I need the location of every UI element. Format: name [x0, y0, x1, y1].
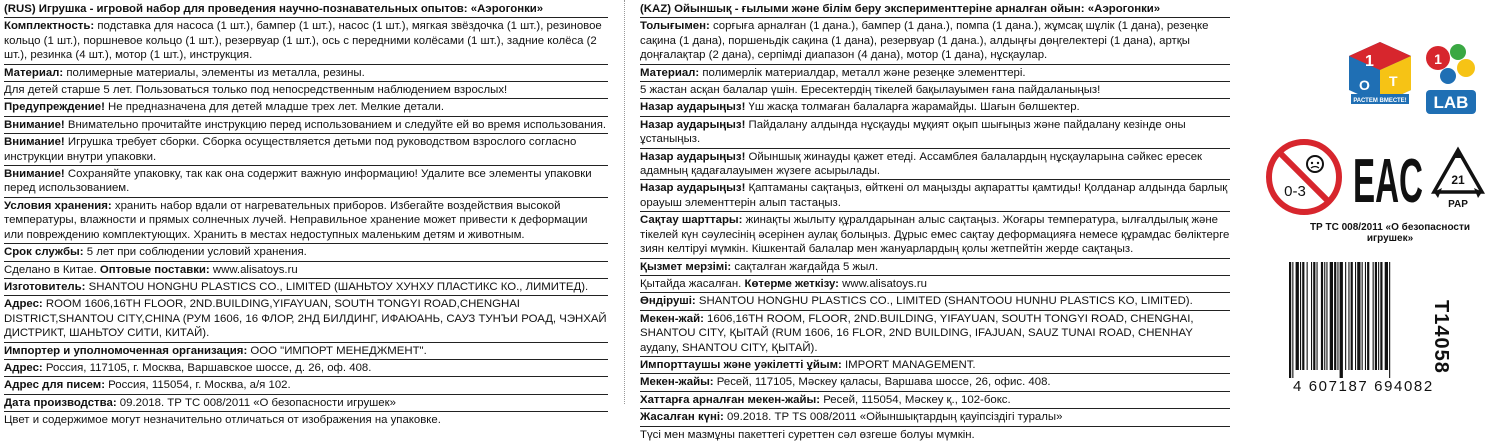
- kaz-line: [640, 410, 1230, 424]
- rus-divider: [4, 342, 608, 343]
- rus-line: [4, 378, 608, 392]
- rus-line-text: 5 лет при соблюдении условий хранения.: [83, 246, 307, 259]
- rus-line-label: Предупреждение!: [4, 101, 105, 114]
- kaz-line-text: полимерлік материалдар, металл және резеңке элементтері.: [699, 66, 1026, 79]
- rus-line-label: Изготовитель:: [4, 280, 86, 293]
- rus-line-text: подставка для насоса (1 шт.), бампер (1 шт.), насос (1 шт.), мягкая звёздочка (1 шт.), резиновое кольцо (1 шт.), поршневое кольцо (1 шт.), резервуар (1 шт.), ось с передними колёсами (1 шт.), задние колёса (2 шт.), резинка (4 шт.), мотор (1 шт.), инструкция.: [4, 20, 602, 62]
- rus-line-text: ROOM 1606,16TH FLOOR, 2ND.BUILDING,YIFAYUAN, SOUTH TONGYI ROAD,CHENGHAI DISTRICT,SHANTOU CITY,CHINA (РУМ 1606, 16 ФЛОР, 2НД БИЛДИНГ, ИФАЮАНЬ, САУЗ ТУНЪИ РОАД, ЧЭНХАЙ ДИСТРИКТ, ШАНЬТОУ СИТИ, КИТАЙ).: [4, 298, 607, 340]
- kaz-line: [640, 358, 1230, 372]
- kaz-line-label: Жасалған күні:: [640, 411, 724, 424]
- eac-mark-icon: [1353, 146, 1423, 215]
- rus-line-text: Для детей старше 5 лет. Пользоваться только под непосредственным наблюдением взрослых!: [4, 84, 508, 97]
- kaz-divider: [640, 258, 1230, 259]
- rus-line-label: Срок службы:: [4, 246, 84, 259]
- age-warning-text: 0-3: [1284, 183, 1306, 200]
- kaz-line-text: Ресей, 115054, Мәскеу қ., 102-бокс.: [820, 393, 1011, 406]
- brand-1toy-logo: [1345, 38, 1415, 113]
- tr-ts-text: ТР ТС 008/2011 «О безопасности игрушек»: [1309, 222, 1471, 244]
- brand1-text: РАСТЕМ ВМЕСТЕ!: [1353, 98, 1407, 104]
- rus-lines: [4, 19, 608, 427]
- kaz-column: [640, 2, 1230, 442]
- barcode-bar: [1367, 262, 1369, 370]
- barcode-bar: [1311, 262, 1312, 370]
- rus-divider: [4, 261, 608, 262]
- rus-line: [4, 297, 608, 340]
- eac-text: EAC: [1353, 147, 1423, 210]
- barcode-bar: [1365, 262, 1366, 370]
- rus-line-label: Материал:: [4, 66, 64, 79]
- kaz-line: [640, 66, 1230, 80]
- kaz-line-label: Назар аударыңыз!: [640, 182, 746, 195]
- rus-line-text: Цвет и содержимое могут незначительно отличаться от изображения на упаковке.: [4, 414, 441, 427]
- kaz-title-rule: [640, 17, 1230, 18]
- kaz-line-text: сақталған жағдайда 5 жыл.: [731, 260, 879, 273]
- kaz-line-text: Түсі мен мазмұны пакеттегі суреттен сәл өзгеше болуы мүмкін.: [640, 428, 975, 441]
- rus-line-label: Адрес:: [4, 361, 43, 374]
- kaz-line-text: Ресей, 117105, Мәскеу қаласы, Варшава шоссе, 26, офис. 408.: [713, 376, 1051, 389]
- kaz-line-text: IMPORT MANAGEMENT.: [841, 358, 976, 371]
- kaz-divider: [640, 408, 1230, 409]
- rus-line: [4, 413, 608, 427]
- rus-line: [4, 199, 608, 242]
- rus-line: [4, 280, 608, 294]
- barcode-bar: [1385, 262, 1388, 370]
- svg-text:T: T: [1389, 73, 1398, 89]
- kaz-lines: [640, 19, 1230, 442]
- barcode-bar: [1296, 262, 1299, 370]
- rus-line: [4, 263, 608, 277]
- kaz-line: [640, 83, 1230, 97]
- rus-divider: [4, 98, 608, 99]
- rus-title-rule: [4, 17, 608, 18]
- rus-line: [4, 100, 608, 114]
- rus-line: [4, 83, 608, 97]
- barcode-bar: [1289, 262, 1291, 378]
- svg-text:1: 1: [1434, 51, 1442, 67]
- barcode-bar: [1357, 262, 1360, 370]
- kaz-divider: [640, 310, 1230, 311]
- barcode-bar: [1326, 262, 1327, 370]
- svg-text:O: O: [1359, 77, 1370, 93]
- kaz-line-label: Назар аударыңыз!: [640, 118, 746, 131]
- barcode-bar: [1373, 262, 1374, 370]
- rus-divider: [4, 278, 608, 279]
- barcode-bar: [1300, 262, 1301, 370]
- rus-line: [4, 396, 608, 410]
- rus-line-label2: Оптовые поставки:: [99, 263, 210, 276]
- rus-divider: [4, 81, 608, 82]
- recycle-label: PAP: [1448, 199, 1468, 210]
- barcode-bar: [1389, 262, 1390, 378]
- rus-line-text: Внимательно прочитайте инструкцию перед использованием и следуйте ей во время использования.: [64, 118, 607, 131]
- rus-line: [4, 167, 608, 196]
- barcode-bar: [1380, 262, 1382, 370]
- kaz-line-label: Материал:: [640, 66, 700, 79]
- kaz-line-label: Өндіруші:: [640, 295, 696, 308]
- kaz-divider: [640, 292, 1230, 293]
- recycle-icon: [1430, 146, 1486, 215]
- barcode-bar: [1307, 262, 1308, 370]
- kaz-divider: [640, 211, 1230, 212]
- kaz-line-label: Назар аударыңыз!: [640, 101, 746, 114]
- kaz-line: [640, 294, 1230, 308]
- kaz-line: [640, 150, 1230, 179]
- rus-line-label: Комплектность:: [4, 20, 95, 33]
- kaz-line-label: Толығымен:: [640, 20, 710, 33]
- kaz-divider: [640, 356, 1230, 357]
- kaz-line-label2: Көтерме жеткізу:: [744, 277, 839, 290]
- kaz-line-text: 5 жастан асқан балалар үшін. Ересектердің тікелей бақылауымен ғана пайдаланыңыз!: [640, 84, 1101, 97]
- rus-divider: [4, 295, 608, 296]
- barcode-bar: [1334, 262, 1336, 370]
- svg-text:1: 1: [1365, 53, 1374, 70]
- barcode-bar: [1324, 262, 1325, 370]
- kaz-line: [640, 213, 1230, 256]
- barcode: [1285, 262, 1445, 383]
- rus-column: [4, 2, 608, 428]
- rus-line-text: Россия, 115054, г. Москва, а/я 102.: [105, 379, 291, 392]
- rus-line-label: Внимание!: [4, 136, 65, 149]
- barcode-bar: [1337, 262, 1338, 370]
- rus-title: (RUS) Игрушка - игровой набор для проведения научно-познавательных опытов: «Аэрогонки»: [4, 3, 544, 15]
- kaz-line-label: Импорттаушы және уәкілетті ұйым:: [640, 358, 842, 371]
- kaz-line: [640, 312, 1230, 355]
- rus-divider: [4, 64, 608, 65]
- recycle-number: 21: [1451, 173, 1465, 187]
- brand2-text: LAB: [1433, 93, 1469, 112]
- kaz-line: [640, 100, 1230, 114]
- rus-line-text: Не предназначена для детей младше трех лет. Мелкие детали.: [104, 101, 445, 114]
- kaz-line: [640, 393, 1230, 407]
- rus-line: [4, 344, 608, 358]
- rus-line-text: Игрушка требует сборки. Сборка осуществляется детьми под руководством взрослого согласно инструкции внутри упаковки.: [4, 136, 577, 163]
- kaz-divider: [640, 426, 1230, 427]
- kaz-line: [640, 118, 1230, 147]
- barcode-bar: [1317, 262, 1318, 370]
- rus-line: [4, 19, 608, 62]
- rus-divider: [4, 165, 608, 166]
- rus-divider: [4, 376, 608, 377]
- barcode-bar: [1292, 262, 1293, 378]
- kaz-line-label: Назар аударыңыз!: [640, 150, 746, 163]
- barcode-bar: [1351, 262, 1353, 370]
- rus-line-text: полимерные материалы, элементы из металла, резины.: [63, 66, 365, 79]
- kaz-line-text: Пайдалану алдында нұсқауды мұқият оқып шығыңыз және пайдалану кезінде оны ұстаныңыз.: [640, 118, 1186, 146]
- barcode-bar: [1375, 262, 1377, 370]
- rus-line-text: Сделано в Китае.: [4, 263, 100, 276]
- rus-line-label: Условия хранения:: [4, 199, 112, 212]
- kaz-title: (KAZ) Ойыншық - ғылыми және білім беру эксперименттеріне арналған ойын: «Аэрогонки»: [640, 3, 1161, 15]
- barcode-bar: [1302, 262, 1304, 370]
- barcode-bar: [1345, 262, 1346, 370]
- barcode-bar: [1378, 262, 1379, 370]
- rus-divider: [4, 394, 608, 395]
- kaz-line-label: Мекен-жай:: [640, 312, 704, 325]
- rus-line: [4, 245, 608, 259]
- rus-line: [4, 135, 608, 164]
- kaz-divider: [640, 148, 1230, 149]
- barcode-bar: [1321, 262, 1323, 370]
- barcode-bar: [1355, 262, 1356, 370]
- rus-divider: [4, 411, 608, 412]
- rus-divider: [4, 243, 608, 244]
- kaz-line-text: Қытайда жасалған.: [640, 277, 745, 290]
- sku-code: T14058: [1430, 300, 1452, 374]
- kaz-line-text: Ойыншық жинауды қажет етеді. Ассамблея балалардың нұсқауларына сәйкес ересек адамның қадағалауымен жүзеге асырылады.: [640, 150, 1203, 178]
- kaz-line: [640, 19, 1230, 62]
- kaz-line-text: жинақты жылыту құралдарынан алыс сақтаңыз. Жоғары температура, ылғалдылық және тікелей күн сәулесінің әсерінен аулақ болыңыз. Дұрыс емес сақтау деформацияға немесе құрамдас бөліктерге зиян келтіруі мүмкін. Кішкентай балалар мен жануарлардың қолы жетпейтін жерде сақтаңыз.: [640, 214, 1230, 256]
- kaz-line: [640, 277, 1230, 291]
- rus-line: [4, 361, 608, 375]
- age-warning-icon: [1265, 138, 1343, 221]
- kaz-line-text: сорғыға арналған (1 дана.), бампер (1 дана.), помпа (1 дана.), жұмсақ шұлік (1 дана), резеңке сақина (1 дана), поршеньдік сақина (1 дана), резервуар (1 дана.), алдыңғы дөңгелектері (1 дана), артқы доңғалақтар (2 дана), серпімді диапазон (4 дана), мотор (1 дана), нұсқаулар.: [640, 20, 1209, 62]
- kaz-line-text: Үш жасқа толмаған балаларға жарамайды. Шағын бөлшектер.: [745, 101, 1080, 114]
- kaz-divider: [640, 391, 1230, 392]
- barcode-bar: [1340, 262, 1343, 378]
- rus-line-label: Адрес для писем:: [4, 379, 105, 392]
- kaz-divider: [640, 275, 1230, 276]
- kaz-line-text2: www.alisatoys.ru: [838, 277, 927, 290]
- rus-line-label: Дата производства:: [4, 396, 117, 409]
- kaz-line-label: Сақтау шарттары:: [640, 214, 743, 227]
- kaz-line-label: Қызмет мерзімі:: [640, 260, 732, 273]
- barcode-bar: [1313, 262, 1315, 370]
- rus-line: [4, 118, 608, 132]
- kaz-divider: [640, 81, 1230, 82]
- rus-line-text: Сохраняйте упаковку, так как она содержит важную информацию! Удалите все элементы упаковки перед использованием.: [4, 168, 592, 195]
- kaz-line-text: Қаптаманы сақтаңыз, өйткені ол маңызды ақпаратты қамтиды! Қолданар алдында барлық орауыш элементтерін алып тастаңыз.: [640, 182, 1228, 209]
- rus-divider: [4, 197, 608, 198]
- kaz-line-text: SHANTOU HONGHU PLASTICS CO., LIMITED (SHANTOOU HUNHU PLASTICS KO, LIMITED).: [695, 295, 1193, 308]
- barcode-bar: [1348, 262, 1349, 370]
- kaz-divider: [640, 373, 1230, 374]
- rus-line-label: Импортер и уполномоченная организация:: [4, 344, 248, 357]
- kaz-line: [640, 260, 1230, 274]
- rus-line-text: хранить набор вдали от нагревательных приборов. Избегайте воздействия высокой температуры, влажности и прямых солнечных лучей. Неправильное хранение может привести к деформации или повреждению комплектующих. Хранить в местах недоступных маленьким детям и животным.: [4, 199, 588, 241]
- barcode-bar: [1330, 262, 1333, 370]
- kaz-divider: [640, 98, 1230, 99]
- brand-1toy-lab-logo: [1420, 38, 1482, 123]
- rus-line-label: Адрес:: [4, 298, 43, 311]
- kaz-line: [640, 428, 1230, 442]
- kaz-line: [640, 375, 1230, 389]
- kaz-line-label: Хаттарға арналған мекен-жайы:: [640, 393, 821, 406]
- kaz-divider: [640, 64, 1230, 65]
- kaz-divider: [640, 179, 1230, 180]
- rus-divider: [4, 133, 608, 134]
- kaz-line-text: 1606,16TH ROOM, FLOOR, 2ND.BUILDING, YIFAYUAN, SOUTH TONGYI ROAD, CHENGHAI, SHANTOU CITY, ҚЫТАЙ (RUM 1606, 16 FLOR, 2ND BUILDING, IFAJUAN, SAUZ TUNAI ROAD, CHENHAY аудany, SHANTOU CITY, ҚЫТАЙ).: [640, 312, 1194, 354]
- rus-line: [4, 66, 608, 80]
- kaz-line: [640, 181, 1230, 210]
- barcode-bar: [1362, 262, 1363, 370]
- rus-divider: [4, 116, 608, 117]
- rus-line-text: 09.2018. ТР ТС 008/2011 «О безопасности игрушек»: [116, 396, 396, 409]
- rus-line-text: SHANTOU HONGHU PLASTICS CO., LIMITED (ШАНЬТОУ ХУНХУ ПЛАСТИКС КО., ЛИМИТЕД).: [85, 280, 589, 293]
- rus-line-label: Внимание!: [4, 168, 65, 181]
- rus-divider: [4, 359, 608, 360]
- rus-line-text: ООО "ИМПОРТ МЕНЕДЖМЕНТ".: [247, 344, 427, 357]
- rus-line-text2: www.alisatoys.ru: [209, 263, 298, 276]
- kaz-line-label: Мекен-жайы:: [640, 376, 714, 389]
- rus-line-label: Внимание!: [4, 118, 65, 131]
- column-divider: [624, 0, 625, 404]
- barcode-number: 4 607187 694082: [1293, 378, 1434, 395]
- rus-line-text: Россия, 117105, г. Москва, Варшавское шоссе, д. 26, оф. 408.: [42, 361, 372, 374]
- kaz-divider: [640, 116, 1230, 117]
- kaz-line-text: 09.2018. ТР TS 008/2011 «Ойыншықтардың қауіпсіздігі туралы»: [723, 411, 1063, 424]
